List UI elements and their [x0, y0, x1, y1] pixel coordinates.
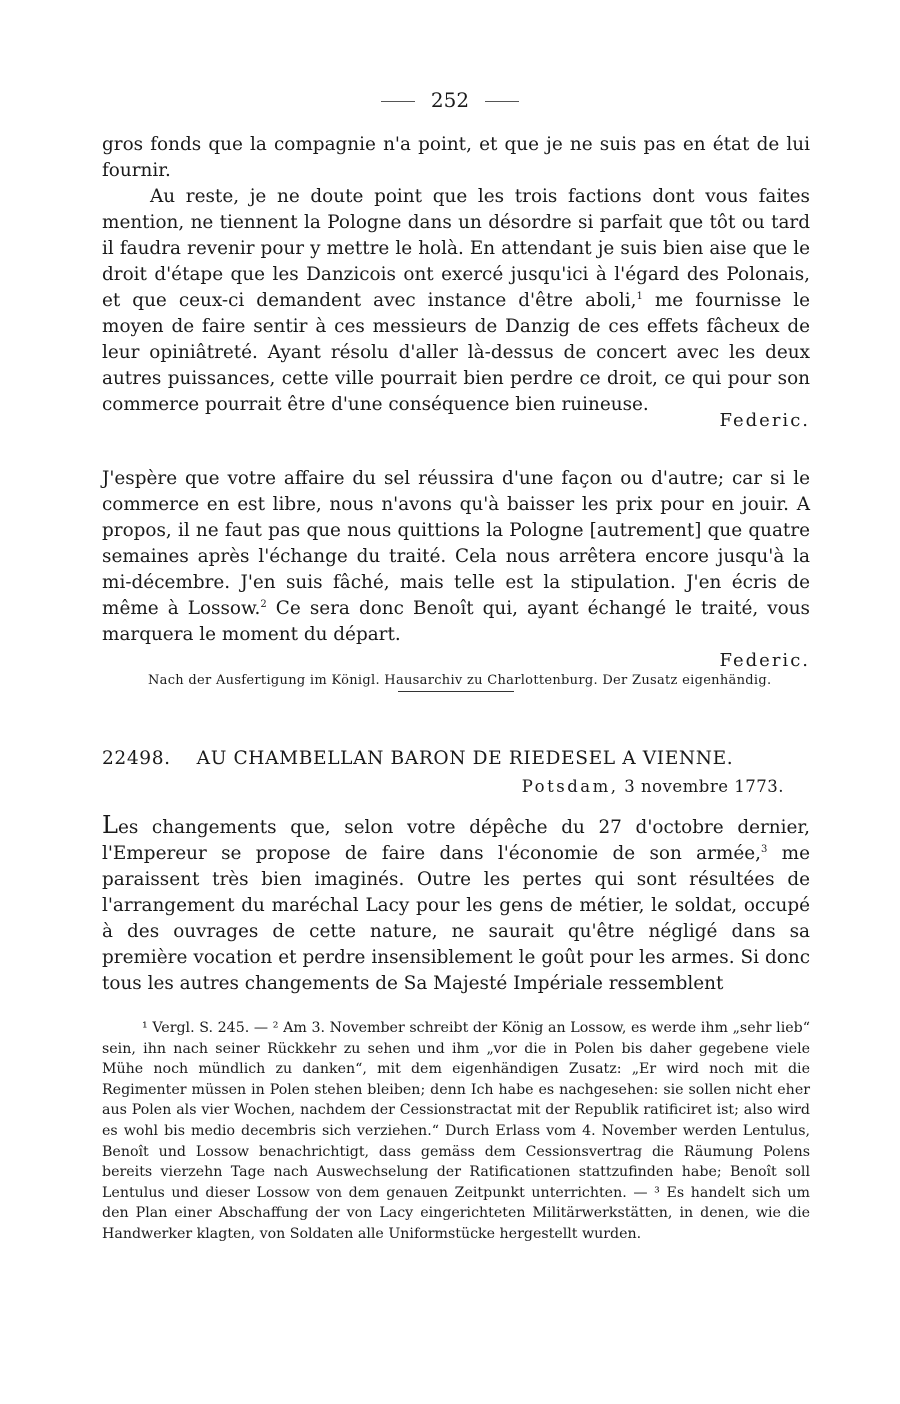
page-header [0, 88, 900, 112]
page-number: 252 [430, 88, 470, 112]
drop-initial: L [102, 811, 118, 839]
paragraph-4-text-a: es changements que, selon votre dépêche du 27 d'octobre dernier, l'Empereur se propose de faire dans l'économie de son armée, [102, 817, 810, 864]
footnote-marker-1: 1 [636, 290, 643, 302]
paragraph-1: gros fonds que la compagnie n'a point, et que je ne suis pas en état de lui fournir. [102, 134, 810, 181]
paragraph-2 [102, 184, 810, 418]
section-divider [398, 691, 514, 692]
footnotes-text: ¹ Vergl. S. 245. — ² Am 3. November schreibt der König an Lossow, es werde ihm „sehr lieb“ sein, ihn nach seiner Rückkehr zu sehen und ihm „vor die in Polen bis daher gegebene viele Mühe noch mündlich zu danken“, mit dem eigenhändigen Zusatz: „Er wird noch mit die Regimenter müssen in Polen stehen bleiben; denn Ich habe es nachgesehen: sie sollen nicht eher aus Polen als vier Wochen, nachdem der Cessionstractat mit der Republik ratificiret ist; also wird es wohl bis medio decembris sich verziehen.“ Durch Erlass vom 4. November werden Lentulus, Benoît und Lossow benachrichtigt, dass gemäss dem Cessionsvertrag die Räumung Polens bereits vierzehn Tage nach Auswechselung der Ratificationen stattzufinden habe; Benoît soll Lentulus und dieser Lossow von dem genauen Zeitpunkt unterrichten. — ³ Es handelt sich um den Plan einer Abschaffung der von Lacy eingerichteten Militärwerkstätten, in denen, wie die Handwerker klagten, von Soldaten alle Uniformstücke hergestellt wurden. [102, 1020, 810, 1242]
source-note: Nach der Ausfertigung im Königl. Hausarchiv zu Charlottenburg. Der Zusatz eigenhändig. [148, 673, 772, 688]
header-dash-right [485, 101, 519, 102]
letter-title-line [102, 748, 810, 769]
letter-continuation [102, 132, 810, 431]
footnote-marker-3: 3 [760, 843, 768, 855]
paragraph-3-text-a: J'espère que votre affaire du sel réussira d'une façon ou d'autre; car si le commerce en est libre, nous n'avons qu'à baisser les prix pour en jouir. A propos, il ne faut pas que nous quittions la Pologne [autrement] que quatre semaines après l'échange du traité. Cela nous arrêtera encore jusqu'à la mi-décembre. J'en suis fâché, mais telle est la stipulation. J'en écris de même à Lossow. [102, 468, 810, 619]
letter-number: 22498. [102, 748, 171, 769]
footnotes [102, 1018, 810, 1245]
paragraph-2-text-a: Au reste, je ne doute point que les trois factions dont vous faites mention, ne tiennent la Pologne dans un désordre si parfait que tôt ou tard il faudra revenir pour y mettre le holà. En attendant je suis bien aise que le droit d'étape que les Danzicois ont exercé jusqu'ici à l'égard des Polonais, et que ceux-ci demandent avec instance d'être aboli, [102, 186, 810, 311]
paragraph-4-text-b: me paraissent très bien imaginés. Outre les pertes qui sont résultées de l'arrangement du maréchal Lacy pour les gens de métier, le soldat, occupé à des ouvrages de cette nature, ne saurait qu'être négligé dans sa première vocation et perdre insensiblement le goût pour les armes. Si donc tous les autres changements de Sa Majesté Impériale ressemblent [102, 843, 810, 994]
letter-title: AU CHAMBELLAN BARON DE RIEDESEL A VIENNE. [196, 748, 734, 769]
header-dash-left [381, 101, 415, 102]
signature-2: Federic. [719, 650, 810, 671]
letter-body [102, 812, 810, 997]
paragraph-2-text-b: me fournisse le moyen de faire sentir à ces messieurs de Danzig de ces effets fâcheux de leur opiniâtreté. Ayant résolu d'aller là-dessus de concert avec les deux autres puissances, cette ville pourrait bien perdre ce droit, ce qui pour son commerce pourrait être d'une conséquence bien ruineuse. [102, 290, 810, 415]
paragraph-4 [102, 812, 810, 997]
footnote-marker-2: 2 [260, 598, 267, 610]
date: 3 novembre 1773. [624, 777, 784, 796]
paragraph-3-text-b: Ce sera donc Benoît qui, ayant échangé le traité, vous marquera le moment du départ. [102, 598, 810, 645]
place-date-line [102, 777, 810, 796]
signature-1: Federic. [719, 410, 810, 431]
place: Potsdam, [521, 777, 619, 796]
letter-heading [102, 748, 810, 796]
paragraph-3 [102, 466, 810, 648]
postscript [102, 466, 810, 692]
